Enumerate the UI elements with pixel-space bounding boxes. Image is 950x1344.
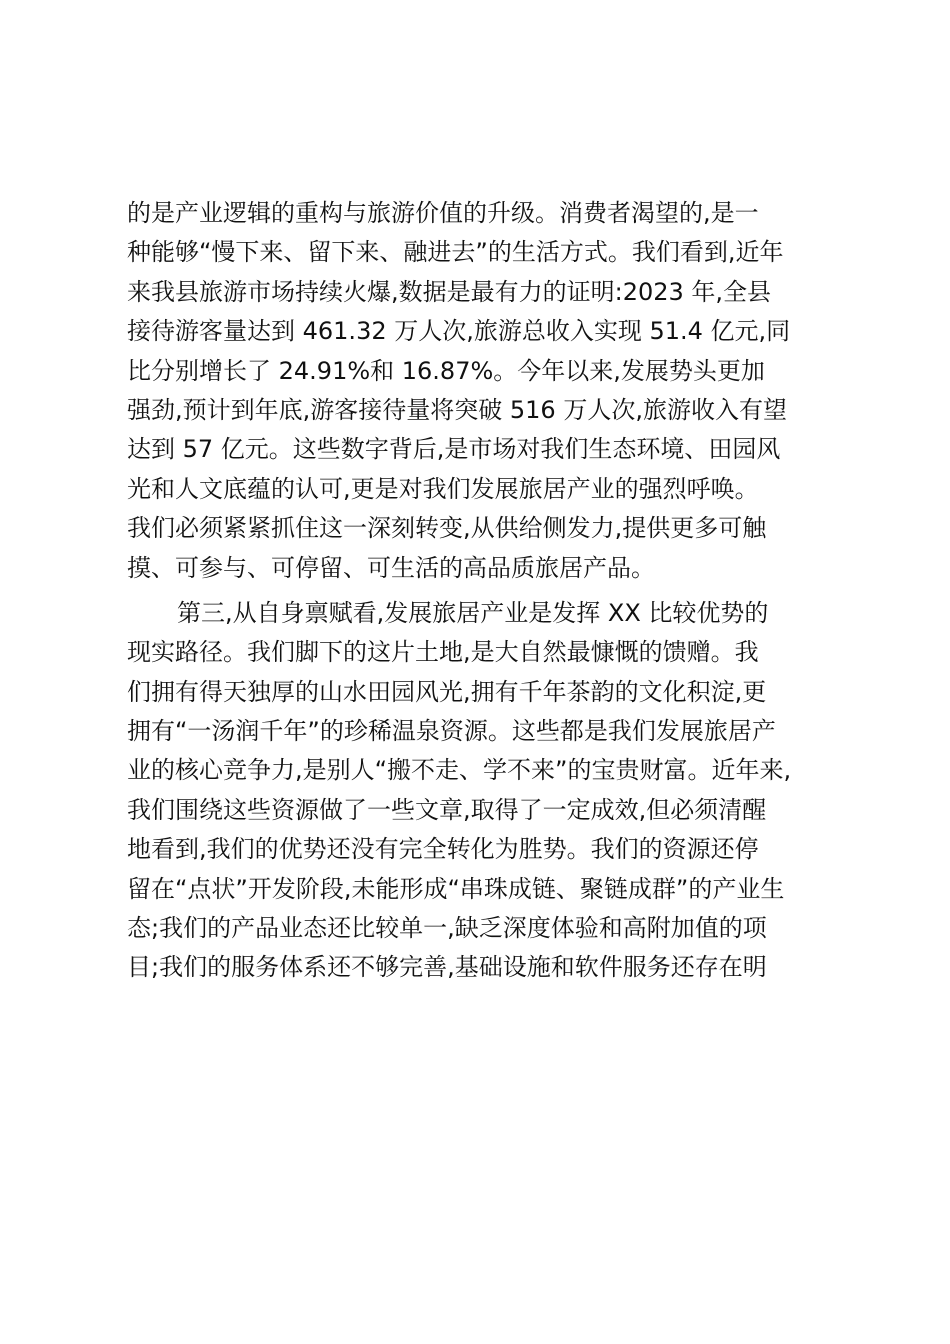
text-line: 接待游客量达到 461.32 万人次,旅游总收入实现 51.4 亿元,同 bbox=[127, 317, 791, 346]
paragraph bbox=[127, 194, 827, 588]
text-line: 态;我们的产品业态还比较单一,缺乏深度体验和高附加值的项 bbox=[127, 914, 767, 943]
text-line: 们拥有得天独厚的山水田园风光,拥有千年茶韵的文化积淀,更 bbox=[127, 677, 767, 706]
text-line: 光和人文底蕴的认可,更是对我们发展旅居产业的强烈呼唤。 bbox=[127, 474, 759, 503]
paragraph bbox=[127, 594, 827, 988]
text-line: 我们必须紧紧抓住这一深刻转变,从供给侧发力,提供更多可触 bbox=[127, 514, 767, 543]
text-line: 摸、可参与、可停留、可生活的高品质旅居产品。 bbox=[127, 553, 655, 582]
text-line: 达到 57 亿元。这些数字背后,是市场对我们生态环境、田园风 bbox=[127, 435, 781, 464]
text-line: 拥有“一汤润千年”的珍稀温泉资源。这些都是我们发展旅居产 bbox=[127, 717, 776, 746]
body-text bbox=[127, 194, 827, 988]
text-line: 目;我们的服务体系还不够完善,基础设施和软件服务还存在明 bbox=[127, 953, 767, 982]
text-line: 留在“点状”开发阶段,未能形成“串珠成链、聚链成群”的产业生 bbox=[127, 874, 785, 903]
text-line: 来我县旅游市场持续火爆,数据是最有力的证明:2023 年,全县 bbox=[127, 277, 772, 306]
text-line: 业的核心竞争力,是别人“搬不走、学不来”的宝贵财富。近年来, bbox=[127, 756, 792, 785]
text-line: 第三,从自身禀赋看,发展旅居产业是发挥 XX 比较优势的 bbox=[177, 598, 769, 627]
text-line: 地看到,我们的优势还没有完全转化为胜势。我们的资源还停 bbox=[127, 835, 759, 864]
text-line: 的是产业逻辑的重构与旅游价值的升级。消费者渴望的,是一 bbox=[127, 199, 759, 227]
text-line: 比分别增长了 24.91%和 16.87%。今年以来,发展势头更加 bbox=[127, 356, 765, 385]
text-line: 现实路径。我们脚下的这片土地,是大自然最慷慨的馈赠。我 bbox=[127, 638, 759, 667]
text-line: 种能够“慢下来、留下来、融进去”的生活方式。我们看到,近年 bbox=[127, 238, 784, 267]
text-line: 我们围绕这些资源做了一些文章,取得了一定成效,但必须清醒 bbox=[127, 795, 767, 824]
text-line: 强劲,预计到年底,游客接待量将突破 516 万人次,旅游收入有望 bbox=[127, 395, 787, 424]
